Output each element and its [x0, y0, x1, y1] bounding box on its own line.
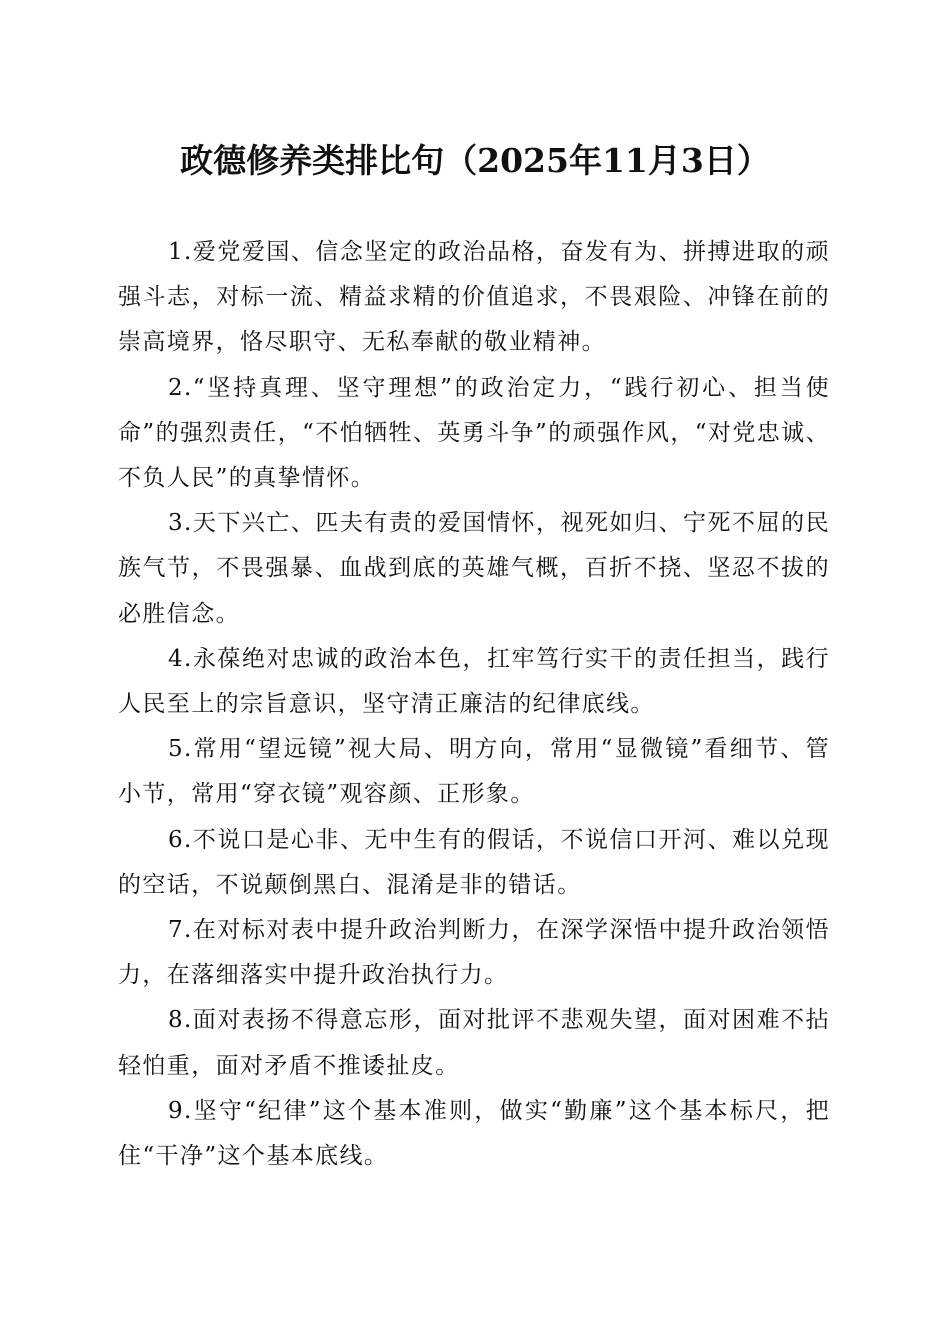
- paragraph-5: 5.常用“望远镜”视大局、明方向，常用“显微镜”看细节、管小节，常用“穿衣镜”观容颜、正形象。: [118, 736, 830, 808]
- paragraph-2: 2.“坚持真理、坚守理想”的政治定力，“践行初心、担当使命”的强烈责任，“不怕牺牲、英勇斗争”的顽强作风，“对党忠诚、不负人民”的真挚情怀。: [118, 374, 830, 492]
- paragraph-1: 1.爱党爱国、信念坚定的政治品格，奋发有为、拼搏进取的顽强斗志，对标一流、精益求精的价值追求，不畏艰险、冲锋在前的崇高境界，恪尽职守、无私奉献的敬业精神。: [118, 239, 830, 356]
- document-title: 政德修养类排比句（2025年11月3日）: [180, 141, 770, 180]
- paragraph-8: 8.面对表扬不得意忘形，面对批评不悲观失望，面对困难不拈轻怕重，面对矛盾不推诿扯皮。: [118, 1007, 830, 1079]
- paragraph-4: 4.永葆绝对忠诚的政治本色，扛牢笃行实干的责任担当，践行人民至上的宗旨意识，坚守清正廉洁的纪律底线。: [118, 645, 830, 718]
- document-body: [118, 230, 830, 1179]
- paragraph-9: 9.坚守“纪律”这个基本准则，做实“勤廉”这个基本标尺，把住“干净”这个基本底线。: [118, 1097, 830, 1170]
- paragraph-3: 3.天下兴亡、匹夫有责的爱国情怀，视死如归、宁死不屈的民族气节，不畏强暴、血战到底的英雄气概，百折不挠、坚忍不拔的必胜信念。: [118, 510, 830, 627]
- paragraph-7: 7.在对标对表中提升政治判断力，在深学深悟中提升政治领悟力，在落细落实中提升政治执行力。: [118, 917, 830, 989]
- paragraph-6: 6.不说口是心非、无中生有的假话，不说信口开河、难以兑现的空话，不说颠倒黑白、混淆是非的错话。: [118, 826, 830, 898]
